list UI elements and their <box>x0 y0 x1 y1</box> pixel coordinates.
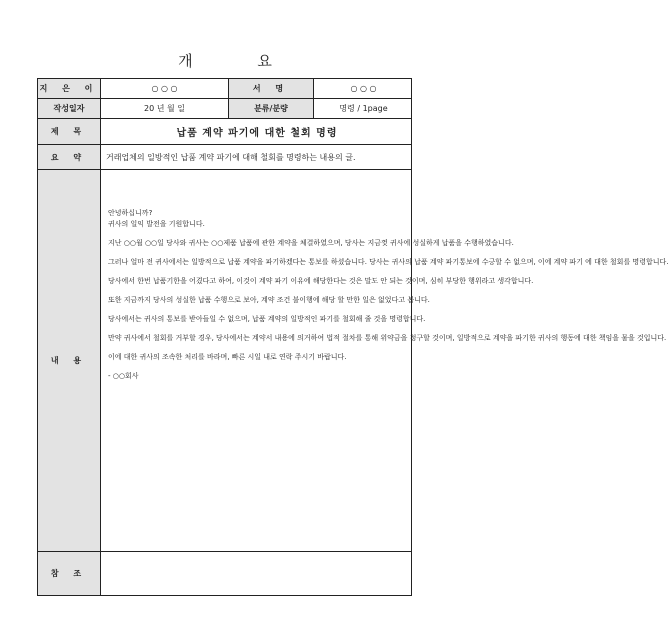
row-subject <box>38 119 411 145</box>
content-paragraph: 또한 지금까지 당사의 성실한 납품 수행으로 보아, 계약 조건 불이행에 해당 할 만한 일은 없었다고 봅니다. <box>108 296 430 304</box>
summary-value: 거래업체의 일방적인 납품 계약 파기에 대해 철회를 명령하는 내용의 글. <box>100 145 413 169</box>
category-value: 명령 / 1page <box>313 99 413 118</box>
content-paragraph: - ○○회사 <box>108 372 139 380</box>
content-paragraph: 이에 대한 귀사의 조속한 처리를 바라며, 빠른 시일 내로 연락 주시기 바랍니다. <box>108 353 347 361</box>
date-value: 20 년 월 일 <box>100 99 228 118</box>
content-paragraph: 안녕하십니까? 귀사의 일익 발전을 기원합니다. <box>108 209 205 228</box>
reference-label: 참 조 <box>38 552 100 595</box>
row-summary <box>38 145 411 170</box>
content-paragraph: 만약 귀사에서 철회를 거부할 경우, 당사에서는 계약서 내용에 의거하여 법적 절차를 통해 위약금을 청구할 것이며, 일방적으로 계약을 파기한 귀사의 행동에 대한 책임을 물을 것입니다. <box>108 334 667 342</box>
content-label: 내 용 <box>38 170 100 551</box>
content-paragraph: 그러나 얼마 전 귀사에서는 일방적으로 납품 계약을 파기하겠다는 통보를 하셨습니다. 당사는 귀사의 납품 계약 파기통보에 수긍할 수 없으며, 이에 계약 파기 에 대한 철회를 명령합니다. <box>108 258 668 266</box>
signature-value: ○ ○ ○ <box>313 79 413 98</box>
category-label: 분류/분량 <box>228 99 313 118</box>
document-title: 개 요 <box>178 52 302 70</box>
row-author <box>38 79 411 99</box>
row-date <box>38 99 411 119</box>
content-area <box>100 170 668 551</box>
content-paragraph: 당사에서는 귀사의 통보를 받아들일 수 없으며, 납품 계약의 일방적인 파기를 철회해 줄 것을 명령합니다. <box>108 315 426 323</box>
author-label: 지 은 이 <box>38 79 100 98</box>
content-body <box>108 208 668 390</box>
signature-label: 서 명 <box>228 79 313 98</box>
subject-label: 제 목 <box>38 119 100 144</box>
reference-value <box>100 552 413 595</box>
content-paragraph: 지난 ○○월 ○○일 당사와 귀사는 ○○제품 납품에 관한 계약을 체결하였으며, 당사는 지금껏 귀사에 성실하게 납품을 수행하였습니다. <box>108 239 514 247</box>
summary-form <box>37 78 668 596</box>
author-value: ○ ○ ○ <box>100 79 228 98</box>
date-label: 작성일자 <box>38 99 100 118</box>
subject-value: 납품 계약 파기에 대한 철회 명령 <box>100 119 413 144</box>
row-content <box>38 170 668 552</box>
row-reference <box>38 552 411 595</box>
content-paragraph: 당사에서 한번 납품기한을 어겼다고 하여, 이것이 계약 파기 이유에 해당한다는 것은 말도 안 되는 것이며, 심히 부당한 행위라고 생각합니다. <box>108 277 534 285</box>
summary-label: 요 약 <box>38 145 100 169</box>
